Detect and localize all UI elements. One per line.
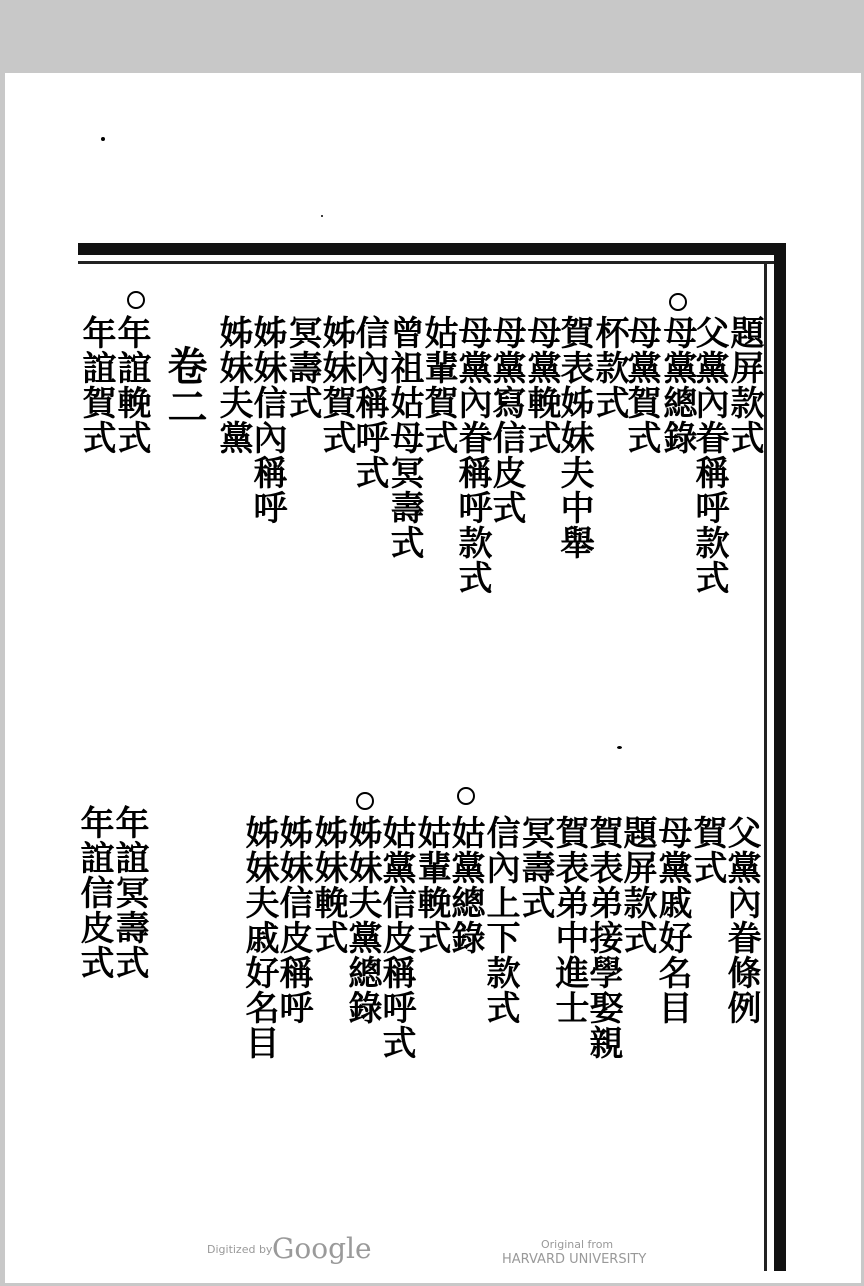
toc-entry: 年誼輓式 <box>111 315 151 455</box>
toc-entry: 年誼信皮式 <box>74 805 114 980</box>
frame-right-thick-rule <box>774 243 786 1271</box>
toc-entry: 姑黨總錄 <box>445 815 485 955</box>
toc-entry: 賀表弟接學娶親 <box>583 815 623 1060</box>
toc-entry: 賀表姊妹夫中舉 <box>554 315 594 560</box>
digitized-by-label: Digitized by <box>207 1243 273 1256</box>
original-from-label: Original from <box>541 1238 614 1251</box>
ink-speck <box>617 746 622 749</box>
section-circle-mark <box>457 787 475 805</box>
toc-entry: 父黨內眷條例 <box>721 815 761 1025</box>
frame-top-thick-rule <box>78 243 784 255</box>
toc-entry: 姊妹信皮稱呼 <box>273 815 313 1025</box>
toc-entry: 杯款式 <box>589 315 629 420</box>
toc-entry: 母黨總錄 <box>657 315 697 455</box>
toc-entry: 姑黨信皮稱呼式 <box>376 815 416 1060</box>
toc-entry: 年誼賀式 <box>76 315 116 455</box>
toc-entry: 姑輩賀式 <box>418 315 458 455</box>
toc-entry: 賀表弟中進士 <box>549 815 589 1025</box>
toc-entry: 信內上下款式 <box>480 815 520 1025</box>
section-circle-mark <box>669 293 687 311</box>
toc-entry: 題屏款式 <box>617 815 657 955</box>
toc-entry: 信內稱呼式 <box>349 315 389 490</box>
frame-right-thin-rule <box>764 261 767 1271</box>
toc-entry: 年誼冥壽式 <box>109 805 149 980</box>
toc-entry: 姊妹信內稱呼 <box>247 315 287 525</box>
section-circle-mark <box>356 792 374 810</box>
toc-entry: 姊妹夫黨總錄 <box>342 815 382 1025</box>
toc-entry: 姊妹輓式 <box>308 815 348 955</box>
google-logo: Google <box>272 1232 372 1265</box>
toc-entry: 父黨內眷稱呼款式 <box>689 315 729 595</box>
section-circle-mark <box>127 291 145 309</box>
toc-entry: 冥壽式 <box>515 815 555 920</box>
toc-entry: 母黨賀式 <box>621 315 661 455</box>
toc-entry: 姊妹夫戚好名目 <box>239 815 279 1060</box>
toc-entry: 姊妹賀式 <box>316 315 356 455</box>
frame-top-thin-rule <box>78 261 776 264</box>
toc-entry: 母黨寫信皮式 <box>486 315 526 525</box>
volume-label: 卷二 <box>161 345 208 427</box>
toc-entry: 冥壽式 <box>282 315 322 420</box>
toc-entry: 母黨內眷稱呼款式 <box>452 315 492 595</box>
ink-speck <box>101 137 105 141</box>
institution-label: HARVARD UNIVERSITY <box>502 1252 647 1267</box>
toc-entry: 賀式 <box>687 815 727 885</box>
toc-entry: 題屏款式 <box>724 315 764 455</box>
ink-speck <box>321 215 323 217</box>
toc-entry: 母黨輓式 <box>521 315 561 455</box>
toc-entry: 曾祖姑母冥壽式 <box>384 315 424 560</box>
toc-entry: 姊妹夫黨 <box>213 315 253 455</box>
toc-entry: 姑輩輓式 <box>411 815 451 955</box>
toc-entry: 母黨戚好名目 <box>652 815 692 1025</box>
